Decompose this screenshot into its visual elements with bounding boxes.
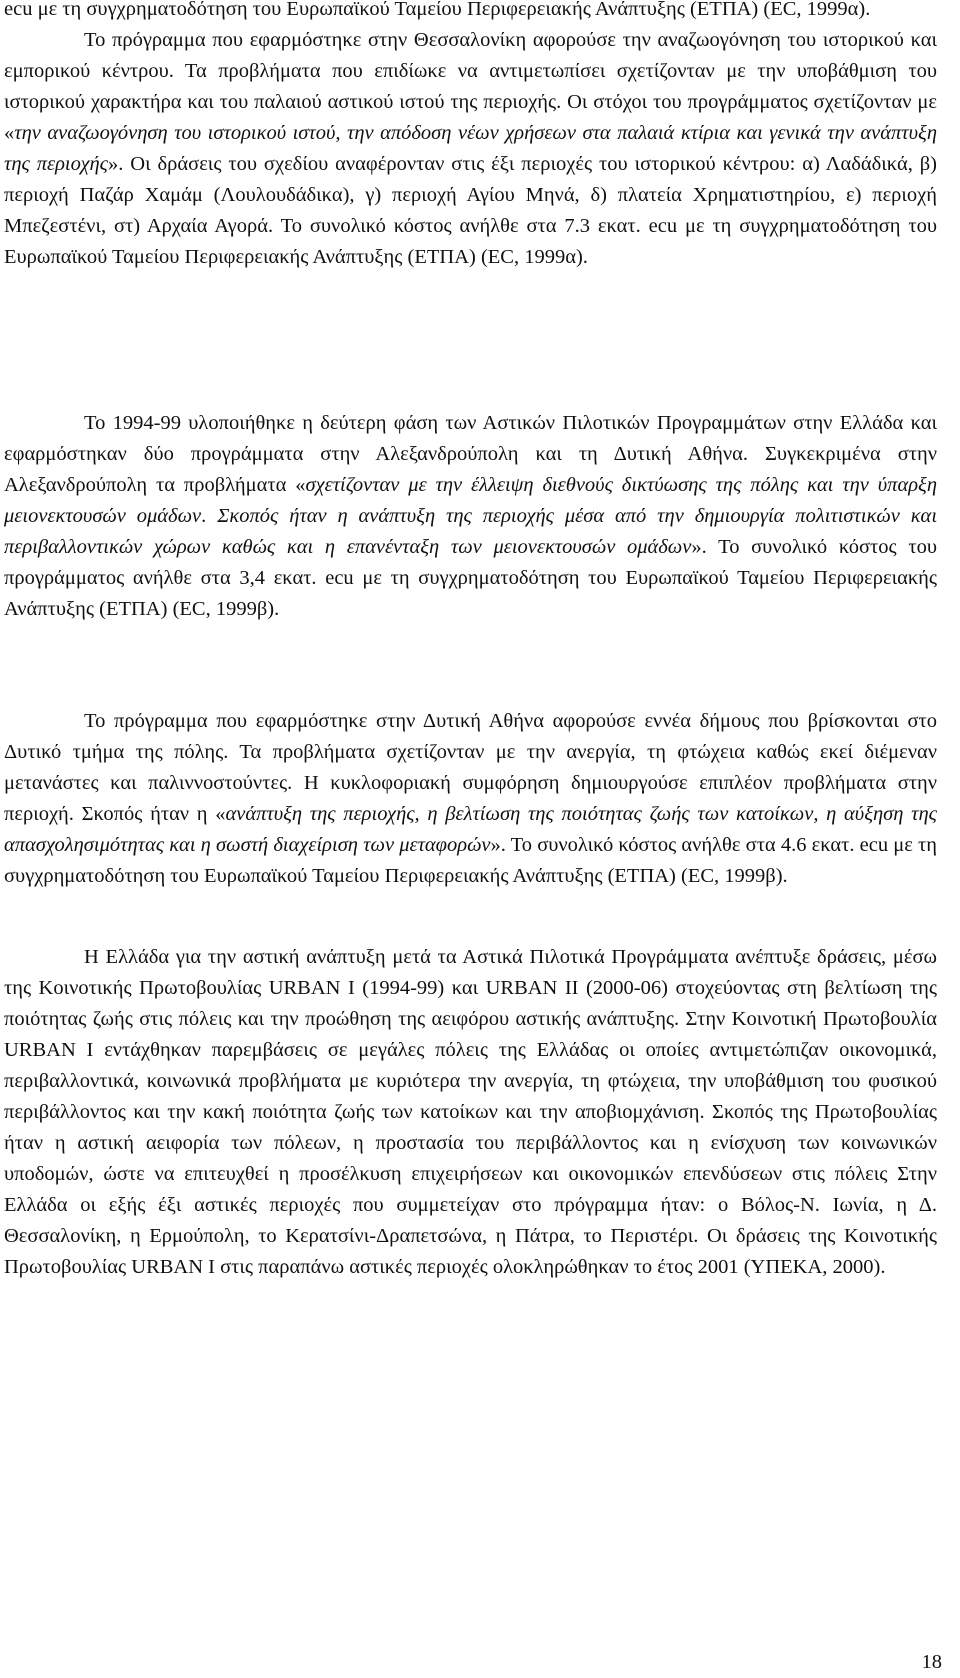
text-block-3 xyxy=(4,706,937,892)
italic-quote: Σκοπός ήταν η ανάπτυξη της περιοχής μέσα από την δημιουργία πολιτιστικών και περιβαλλοντικών χώρων καθώς και η επανένταξη των μειονεκτουσών ομάδων xyxy=(4,505,938,558)
paragraph-thessaloniki xyxy=(4,25,937,273)
text-run: Το πρόγραμμα που εφαρμόστηκε στην Δυτική Αθήνα αφορούσε εννέα δήμους που βρίσκονται στο Δυτικό τμήμα της πόλης. Τα προβλήματα σχετίζονταν με την ανεργία, τη φτώχεια καθώς εκεί διέμεναν μετανάστες και παλιννοστούντες. Η κυκλοφοριακή συμφόρηση δημιουργούσε επιπλέον προβλήματα στην περιοχή. Σκοπός ήταν η « xyxy=(4,710,937,825)
paragraph-western-athens xyxy=(4,706,937,892)
paragraph-alexandroupoli xyxy=(4,408,937,625)
text-run: . xyxy=(201,505,218,527)
paragraph-continuation xyxy=(4,0,937,25)
text-run: Το 1994-99 υλοποιήθηκε η δεύτερη φάση των Αστικών Πιλοτικών Προγραμμάτων στην Ελλάδα και εφαρμόστηκαν δύο προγράμματα στην Αλεξανδρούπολη και τη Δυτική Αθήνα. Συγκεκριμένα στην Αλεξανδρούπολη τα προβλήματα « xyxy=(4,412,937,496)
text-run: Το πρόγραμμα που εφαρμόστηκε στην Θεσσαλονίκη αφορούσε την αναζωογόνηση του ιστορικού και εμπορικού κέντρου. Τα προβλήματα που επιδίωκε να αντιμετωπίσει σχετίζονταν με την υποβάθμιση του ιστορικού χαρακτήρα και του παλαιού αστικού ιστού της περιοχής. Οι στόχοι του προγράμματος σχετίζονταν με « xyxy=(4,29,937,144)
text-block-2 xyxy=(4,408,937,625)
text-run: ». Οι δράσεις του σχεδίου αναφέρονταν στις έξι περιοχές του ιστορικού κέντρου: α) Λαδάδικά, β) περιοχή Παζάρ Χαμάμ (Λουλουδάδικα), γ) περιοχή Αγίου Μηνά, δ) πλατεία Χρηματιστηρίου, ε) περιοχή Μπεζεστένι, στ) Αρχαία Αγορά. Το συνολικό κόστος ανήλθε στα 7.3 εκατ. ecu με τη συγχρηματοδότηση του Ευρωπαϊκού Ταμείου Περιφερειακής Ανάπτυξης (ΕΤΠΑ) (ΕC, 1999α). xyxy=(4,153,937,268)
italic-quote: σχετίζονταν με την έλλειψη διεθνούς δικτύωσης της πόλης και την ύπαρξη μειονεκτουσών ομάδων xyxy=(4,474,937,527)
text-run: ecu με τη συγχρηματοδότηση του Ευρωπαϊκού Ταμείου Περιφερειακής Ανάπτυξης (ΕΤΠΑ) (ΕC, 1999α). xyxy=(4,0,871,20)
page-number: 18 xyxy=(921,1651,942,1673)
text-block-1 xyxy=(4,0,937,273)
text-block-4 xyxy=(4,942,937,1283)
paragraph-urban xyxy=(4,942,937,1283)
text-run: Η Ελλάδα για την αστική ανάπτυξη μετά τα Αστικά Πιλοτικά Προγράμματα ανέπτυξε δράσεις, μέσω της Κοινοτικής Πρωτοβουλίας URBAN I (1994-99) και URBAN II (2000-06) στοχεύοντας στη βελτίωση της ποιότητας ζωής στις πόλεις και την προώθηση της αειφόρου αστικής ανάπτυξης. Στην Κοινοτική Πρωτοβουλία URBAN I εντάχθηκαν παρεμβάσεις σε μεγάλες πόλεις της Ελλάδας οι οποίες αντιμετώπιζαν οικονομικά, περιβαλλοντικά, κοινωνικά προβλήματα με κυριότερα την ανεργία, τη φτώχεια, την υποβάθμιση του φυσικού περιβάλλοντος και την κακή ποιότητα ζωής των κατοίκων και την αποβιομχάνιση. Σκοπός της Πρωτοβουλίας ήταν η αστική αειφορία των πόλεων, η προστασία του περιβάλλοντος και η ενίσχυση των κοινωνικών υποδομών, ώστε να επιτευχθεί η προσέλκυση επιχειρήσεων και οικονομικών επενδύσεων στις πόλεις Στην Ελλάδα οι εξής έξι αστικές περιοχές που συμμετείχαν στο πρόγραμμα ήταν: ο Βόλος-Ν. Ιωνία, η Δ. Θεσσαλονίκη, η Ερμούπολη, το Κερατσίνι-Δραπετσώνα, η Πάτρα, το Περιστέρι. Οι δράσεις της Κοινοτικής Πρωτοβουλίας URBAN I στις παραπάνω αστικές περιοχές ολοκληρώθηκαν το έτος 2001 (ΥΠΕΚΑ, 2000). xyxy=(4,946,937,1278)
text-run: ». Το συνολικό κόστος του προγράμματος ανήλθε στα 3,4 εκατ. ecu με τη συγχρηματοδότηση του Ευρωπαϊκού Ταμείου Περιφερειακής Ανάπτυξης (ΕΤΠΑ) (ΕC, 1999β). xyxy=(4,536,937,620)
italic-quote: ανάπτυξη της περιοχής, η βελτίωση της ποιότητας ζωής των κατοίκων, η αύξηση της απασχολησιμότητας και η σωστή διαχείριση των μεταφορών xyxy=(4,803,937,856)
text-run: ». Το συνολικό κόστος ανήλθε στα 4.6 εκατ. ecu με τη συγχρηματοδότηση του Ευρωπαϊκού Ταμείου Περιφερειακής Ανάπτυξης (ΕΤΠΑ) (ΕC, 1999β). xyxy=(4,834,937,887)
italic-quote: την αναζωογόνηση του ιστορικού ιστού, την απόδοση νέων χρήσεων στα παλαιά κτίρια και γενικά την ανάπτυξη της περιοχής xyxy=(4,122,937,175)
